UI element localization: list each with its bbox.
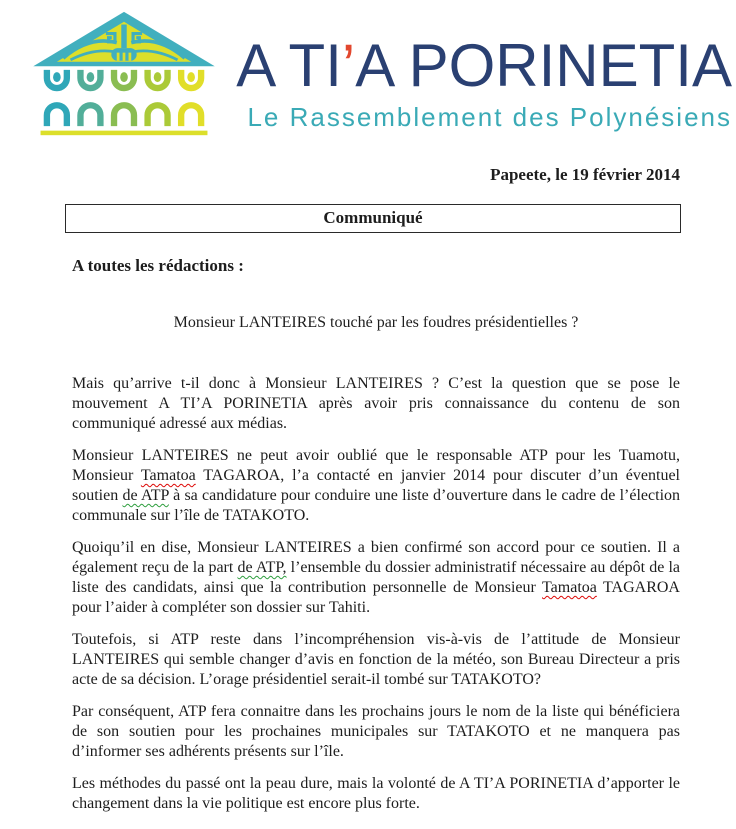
person-figure-icon <box>181 70 201 126</box>
paragraph: Quoiqu’il en dise, Monsieur LANTEIRES a bien confirmé son accord pour ce soutien. Il a également reçu de la part de ATP, l’ensemble du dossier administratif nécessaire au dépôt de la liste des candidats, ainsi que la contribution personnelle de Monsieur Tamatoa TAGAROA pour l’aider à compléter son dossier sur Tahiti. <box>72 539 681 616</box>
paragraph: Monsieur LANTEIRES ne peut avoir oublié que le responsable ATP pour les Tuamotu, Monsieur Tamatoa TAGAROA, l’a contacté en janvier 2014 pour discuter d’un éventuel soutien de ATP à sa candidature pour conduire une liste d’ouverture dans le cadre de l’élection communale sur l’île de TATAKOTO. <box>72 447 681 524</box>
paragraph: Mais qu’arrive t-il donc à Monsieur LANTEIRES ? C’est la question que se pose le mouvement A TI’A PORINETIA après avoir pris connaissance du contenu de son communiqué adressé aux médias. <box>72 375 680 432</box>
brand-block <box>236 32 732 132</box>
paragraph: Toutefois, si ATP reste dans l’incompréhension vis-à-vis de l’attitude de Monsieur LANTEIRES qui semble changer d’avis en fonction de la météo, son Bureau Directeur a pris acte de sa décision. L’orage présidentiel serait-il tombé sur TATAKOTO? <box>72 631 680 688</box>
salutation: A toutes les rédactions : <box>72 256 244 275</box>
person-figure-icon <box>148 70 168 126</box>
person-figure-icon <box>114 70 134 126</box>
brand-title-post: A PORINETIA <box>355 32 732 99</box>
document-body <box>72 256 680 826</box>
subject-line: Monsieur LANTEIRES touché par les foudres présidentielles ? <box>173 314 579 331</box>
dateline: Papeete, le 19 février 2014 <box>490 165 680 184</box>
brand-title-pre: A TI <box>236 32 342 99</box>
brand-title <box>236 32 732 99</box>
grammar-marked-text: de ATP <box>122 487 169 504</box>
paragraph: Les méthodes du passé ont la peau dure, mais la volonté de A TI’A PORINETIA d’apporter le changement dans la vie politique est encore plus forte. <box>72 775 680 812</box>
spelling-marked-text: Tamatoa <box>542 579 597 596</box>
person-figure-icon <box>47 70 67 126</box>
communique-banner <box>65 204 681 233</box>
brand-title-apostrophe: ’ <box>341 32 356 99</box>
spelling-marked-text: Tamatoa <box>140 467 196 484</box>
grammar-marked-text: de ATP, <box>237 559 287 576</box>
atia-porinetia-logo <box>33 10 215 137</box>
person-figure-icon <box>80 70 100 126</box>
logo-figures <box>47 70 201 126</box>
communique-banner-label: Communiqué <box>323 208 423 227</box>
paragraph: Par conséquent, ATP fera connaitre dans les prochains jours le nom de la liste qui bénéficiera de son soutien pour les prochaines municipales sur TATAKOTO et ne manquera pas d’informer ses adhérents présents sur l’île. <box>72 703 680 760</box>
brand-subtitle: Le Rassemblement des Polynésiens <box>247 102 732 132</box>
paragraphs <box>72 374 680 814</box>
logo-underline <box>41 131 208 136</box>
header <box>0 0 736 152</box>
